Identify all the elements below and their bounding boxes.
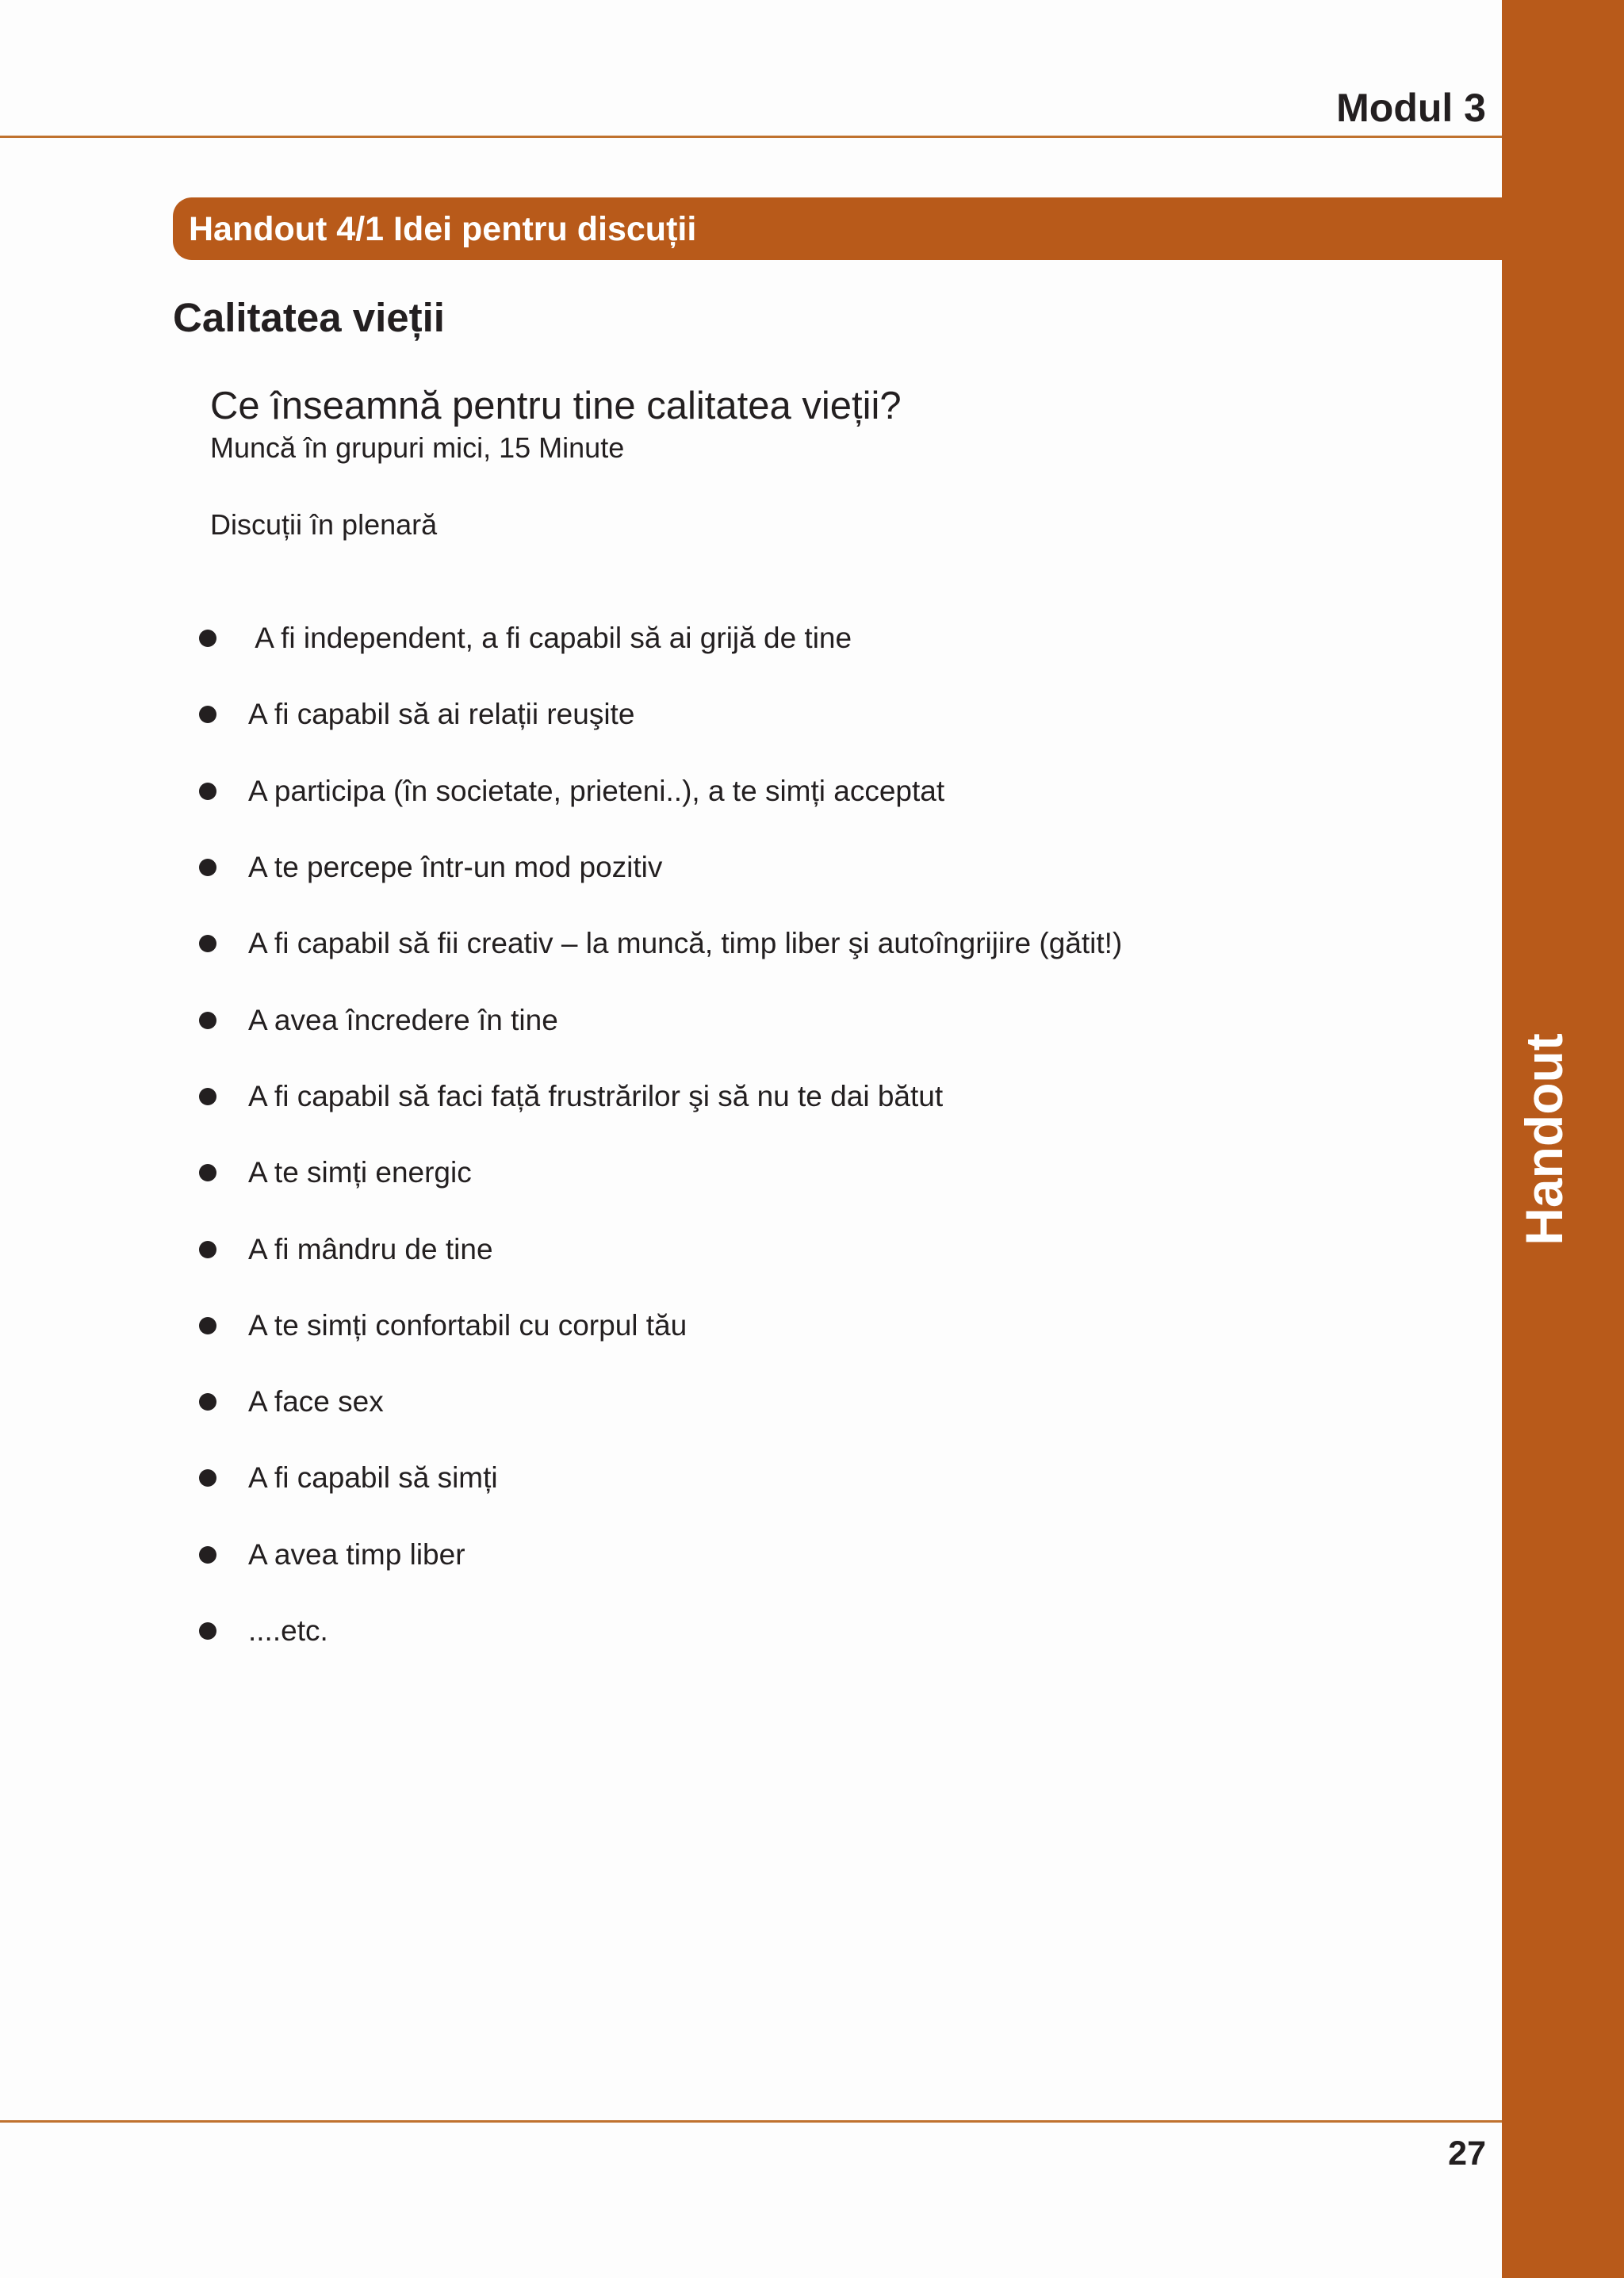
list-item-text: A te percepe într-un mod pozitiv [248, 851, 663, 884]
bullet-icon [199, 706, 216, 723]
bullet-icon [199, 935, 216, 952]
page-number: 27 [1448, 2134, 1486, 2173]
list-item-text: A avea timp liber [248, 1537, 465, 1571]
list-item-text: A participa (în societate, prieteni..), a te simți acceptat [248, 774, 945, 807]
list-item [190, 1517, 465, 1593]
list-item [190, 753, 945, 829]
discussion-question: Ce înseamnă pentru tine calitatea vieții? [210, 385, 902, 427]
list-item-text: A te simți confortabil cu corpul tău [248, 1308, 688, 1342]
section-title: Calitatea vieții [173, 295, 445, 340]
list-item-text: A avea încredere în tine [248, 1003, 558, 1036]
bullet-icon [199, 630, 216, 647]
bullet-icon [199, 1546, 216, 1564]
module-title: Modul 3 [1336, 86, 1486, 130]
list-item [190, 676, 635, 752]
header-divider [0, 136, 1502, 138]
bullet-icon [199, 1469, 216, 1487]
bullet-icon [199, 783, 216, 800]
list-item-text: A face sex [248, 1385, 384, 1418]
list-item-text: A fi independent, a fi capabil să ai grijă de tine [248, 622, 852, 655]
handout-title: Handout 4/1 Idei pentru discuții [189, 209, 697, 248]
group-work-note: Muncă în grupuri mici, 15 Minute [210, 431, 625, 464]
side-tab-label: Handout [1515, 1033, 1573, 1246]
list-item [190, 1593, 328, 1669]
list-item-text: A fi capabil să faci față frustrărilor şi să nu te dai bătut [248, 1079, 944, 1112]
list-item-text: A te simți energic [248, 1156, 472, 1189]
list-item [190, 905, 1123, 982]
list-item [190, 829, 663, 905]
list-item-text: A fi capabil să fii creativ – la muncă, timp liber şi autoîngrijire (gătit!) [248, 927, 1123, 960]
list-item-text: ....etc. [248, 1614, 328, 1647]
list-item [190, 1135, 472, 1211]
list-item-text: A fi capabil să simți [248, 1461, 498, 1495]
footer-divider [0, 2120, 1502, 2123]
list-item-text: A fi capabil să ai relații reuşite [248, 698, 635, 731]
list-item [190, 600, 852, 676]
list-item [190, 982, 558, 1058]
handout-banner [173, 197, 1502, 260]
bullet-icon [199, 1012, 216, 1029]
ideas-list [190, 600, 1123, 1669]
bullet-icon [199, 1241, 216, 1258]
list-item [190, 1288, 688, 1364]
list-item [190, 1364, 384, 1440]
plenary-note: Discuții în plenară [210, 508, 438, 541]
bullet-icon [199, 1088, 216, 1105]
list-item [190, 1440, 498, 1516]
bullet-icon [199, 1164, 216, 1181]
bullet-icon [199, 1317, 216, 1334]
bullet-icon [199, 1622, 216, 1640]
list-item [190, 1211, 493, 1287]
list-item [190, 1059, 944, 1135]
bullet-icon [199, 1393, 216, 1411]
list-item-text: A fi mândru de tine [248, 1232, 493, 1265]
bullet-icon [199, 859, 216, 876]
